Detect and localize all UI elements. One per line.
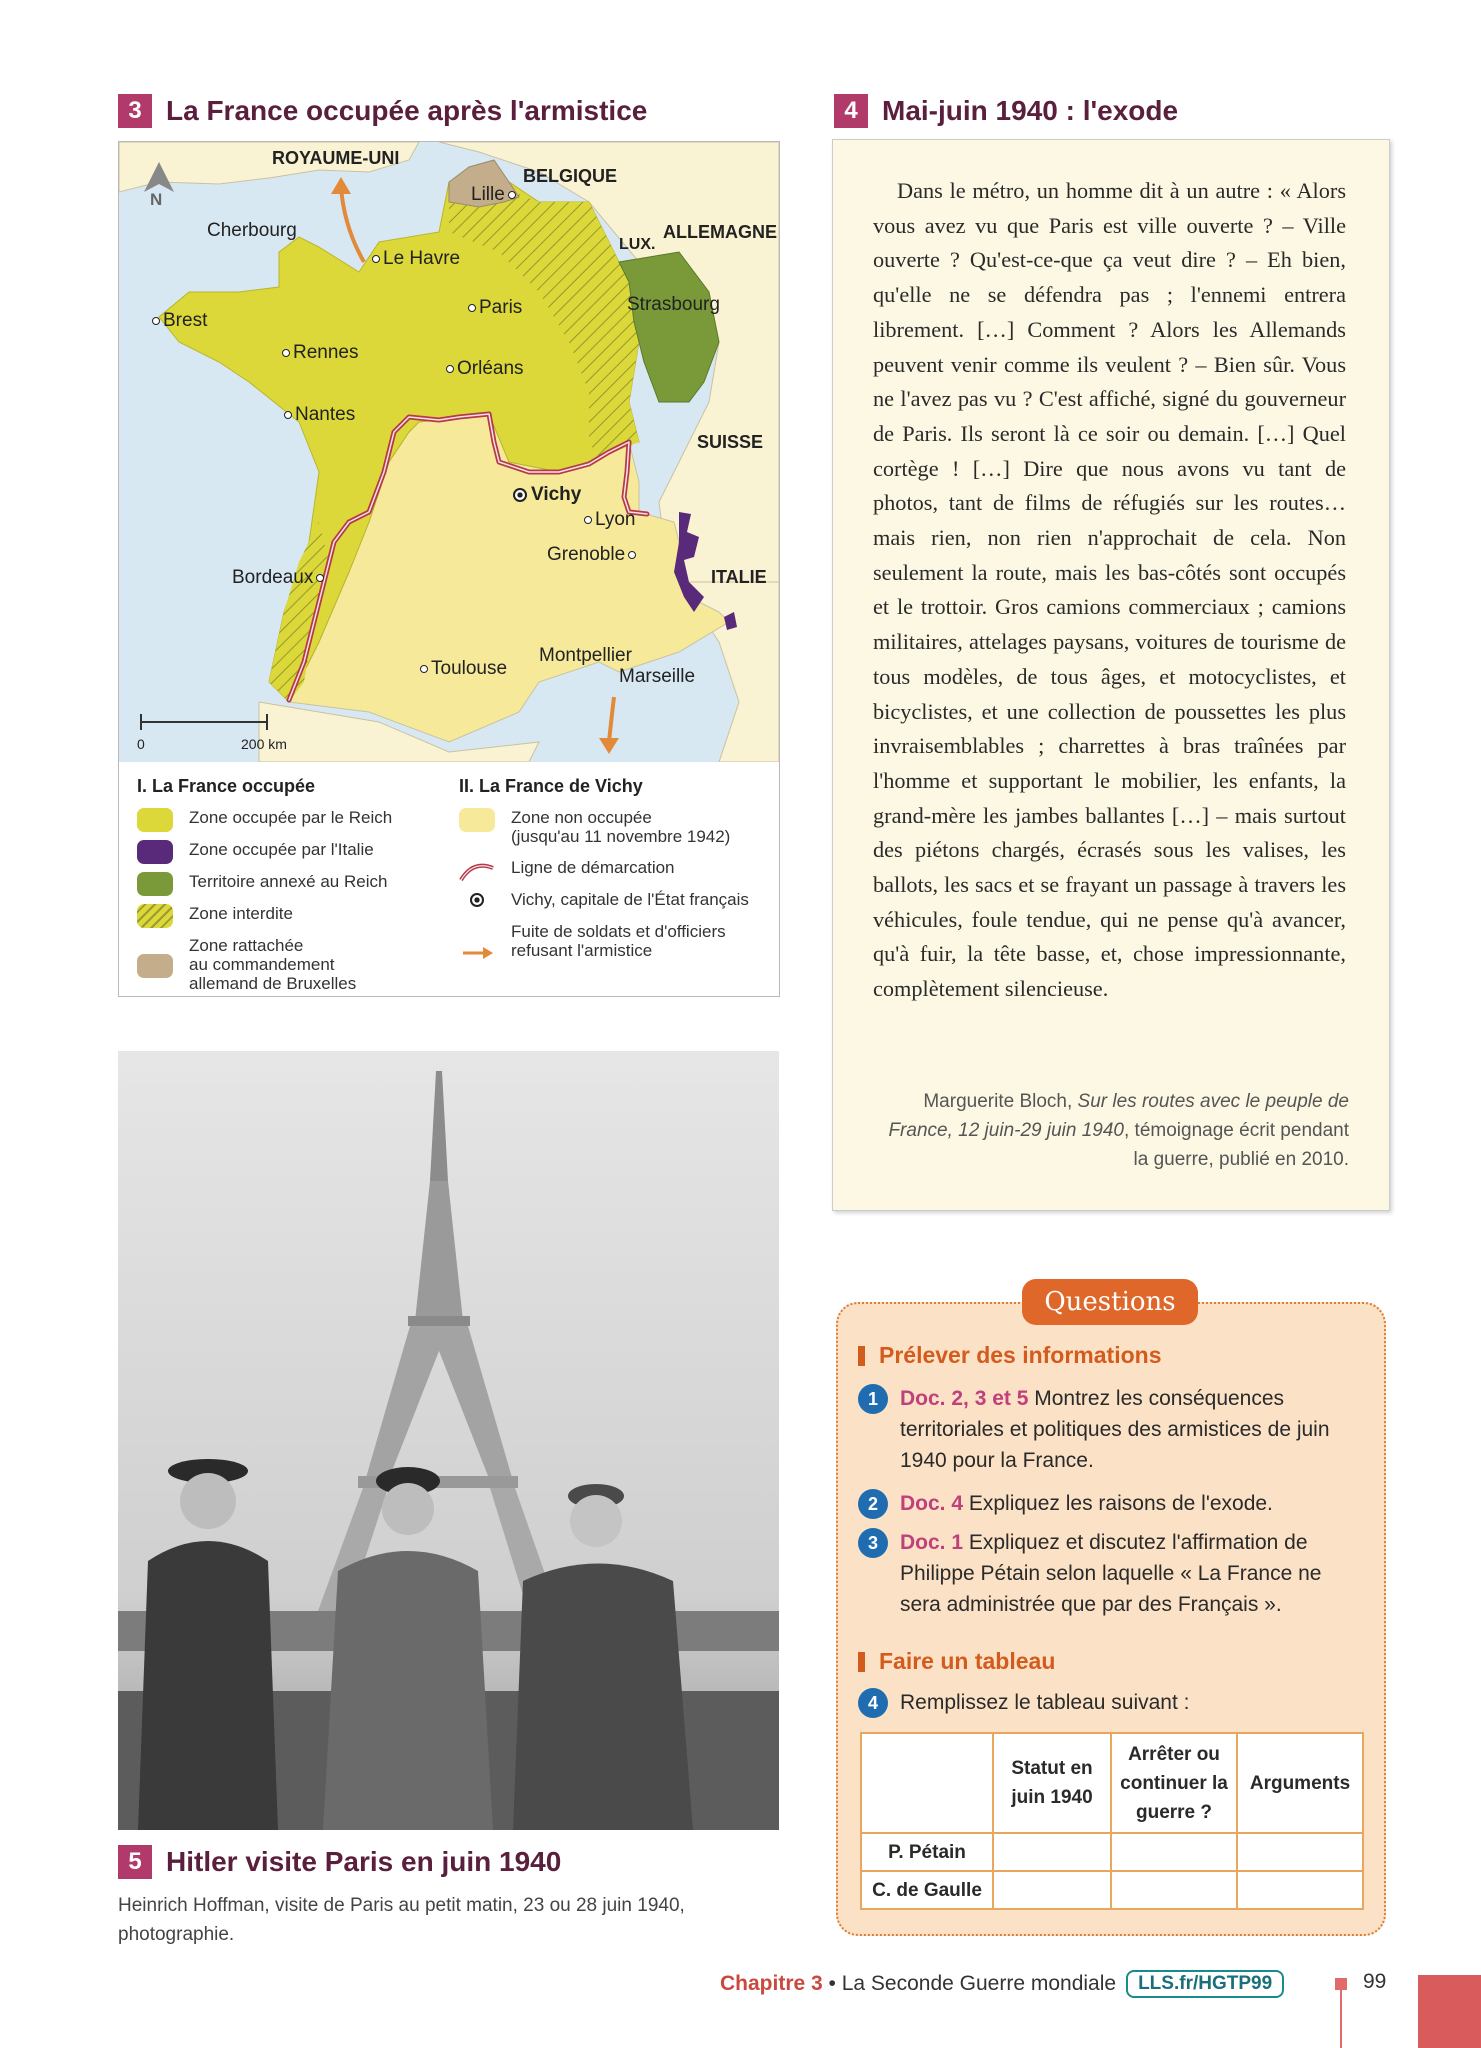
question-number: 4: [858, 1688, 888, 1718]
legend-item-reich: Zone occupée par le Reich: [137, 808, 392, 832]
footer-marker: [1335, 1978, 1347, 1990]
swatch-bruxelles: [137, 954, 173, 978]
footer-title: La Seconde Guerre mondiale: [841, 1972, 1117, 1995]
doc4-header: [834, 94, 1178, 128]
cell-arguments-de-gaulle[interactable]: [1237, 1871, 1363, 1909]
footer-line: [1340, 1990, 1342, 2048]
cell-war-petain[interactable]: [1111, 1833, 1237, 1871]
photo-illustration: [118, 1051, 779, 1830]
doc5-title: Hitler visite Paris en juin 1940: [166, 1846, 562, 1877]
cell-status-petain[interactable]: [993, 1833, 1111, 1871]
question-1: 1 Doc. 2, 3 et 5 Montrez les conséquences territoriales et politiques des armistices de juin 1940 pour la France.: [858, 1383, 1358, 1476]
capital-symbol-icon: [459, 890, 495, 910]
footer-link[interactable]: LLS.fr/HGTP99: [1126, 1970, 1284, 1998]
city-orleans: Orléans: [443, 358, 524, 380]
doc3-number: 3: [118, 94, 152, 128]
doc5-header: [118, 1845, 561, 1879]
city-le-havre: Le Havre: [369, 248, 460, 270]
table-header-row: [861, 1733, 1363, 1833]
question-4: 4 Remplissez le tableau suivant :: [858, 1687, 1358, 1718]
legend-item-vichy-capital: Vichy, capitale de l'État français: [459, 890, 749, 910]
table-header-empty: [861, 1733, 993, 1833]
doc5-number: 5: [118, 1845, 152, 1879]
legend-item-forbidden: Zone interdite: [137, 904, 293, 928]
label-uk: ROYAUME-UNI: [272, 148, 400, 168]
legend-item-demarcation: Ligne de démarcation: [459, 858, 675, 882]
question-number: 2: [858, 1489, 888, 1519]
label-germany: ALLEMAGNE: [663, 222, 777, 242]
swatch-vichy-zone: [459, 808, 495, 832]
city-rennes: Rennes: [279, 342, 359, 364]
flight-arrow-icon: [459, 922, 495, 946]
question-number: 1: [858, 1384, 888, 1414]
label-lux: LUX.: [619, 236, 656, 253]
map-area: [119, 142, 779, 762]
corner-tab: [1418, 1975, 1481, 2048]
doc4-number: 4: [834, 94, 868, 128]
demarcation-symbol-icon: [459, 858, 495, 882]
city-grenoble: Grenoble: [547, 544, 639, 566]
doc3-title: La France occupée après l'armistice: [166, 95, 648, 126]
cell-status-de-gaulle[interactable]: [993, 1871, 1111, 1909]
label-italy: ITALIE: [711, 567, 767, 587]
row-label-de-gaulle: C. de Gaulle: [861, 1871, 993, 1909]
doc4-title: Mai-juin 1940 : l'exode: [882, 95, 1179, 126]
questions-title: Questions: [1022, 1279, 1198, 1325]
page-number: 99: [1363, 1970, 1387, 1993]
label-belgium: BELGIQUE: [523, 166, 618, 186]
footer-chapter: Chapitre 3: [720, 1972, 823, 1995]
city-marseille: Marseille: [619, 666, 696, 687]
city-bordeaux: Bordeaux: [232, 567, 327, 589]
footer-separator: •: [822, 1972, 842, 1995]
map-legend: [119, 762, 779, 996]
cell-war-de-gaulle[interactable]: [1111, 1871, 1237, 1909]
scale-zero: 0: [137, 736, 145, 752]
page-footer: [720, 1968, 1284, 2000]
question-number: 3: [858, 1528, 888, 1558]
swatch-reich: [137, 808, 173, 832]
occupied-france-map: [118, 141, 780, 997]
city-brest: Brest: [149, 310, 207, 332]
city-lille: Lille: [471, 184, 519, 206]
legend-title-vichy: II. La France de Vichy: [459, 776, 643, 796]
city-toulouse: Toulouse: [417, 658, 507, 680]
city-nantes: Nantes: [281, 404, 355, 426]
north-label: N: [150, 190, 163, 209]
question-2: 2 Doc. 4 Expliquez les raisons de l'exode.: [858, 1488, 1358, 1519]
testimony-text: Dans le métro, un homme dit à un autre : « Alors vous avez vu que Paris est ville ouverte ? – Ville ouverte ? Qu'est-ce-que ça veut dire ? – Eh bien, qu'elle ne se défendra pas ; l'ennemi entrera librement. […] Comment ? Alors les Allemands peuvent venir comme ils veulent ? – Bien sûr. Vous ne l'avez pas vu ? C'est affiché, signé du gouverneur de Paris. Ils seront là ce soir ou demain. […] Quel cortège ! […] Dire que nous avons vu tant de photos, tant de films de réfugiés sur les routes… mais rien, non rien n'approchait de cela. Non seulement la route, mais les bas-côtés sont occupés et le trottoir. Gros camions commerciaux ; camions militaires, attelages paysans, voitures de tourisme de tous modèles, de tous âges, et motocyclistes, et bicyclistes, et une collection de poussettes les plus invraisemblables ; charrettes à bras traînées par l'homme et supportant le mobilier, les enfants, la grand-mère les jambes ballantes […] – mais surtout des piétons chargés, écrasés sous les valises, les ballots, les sacs et se frayant un passage à travers les véhicules, foule tendue, qui ne pense qu'à avancer, qu'à fuir, la tête basse, et, chose impressionnante, complètement silencieuse.: [873, 178, 1346, 1002]
city-lyon: Lyon: [581, 509, 636, 531]
table-row: [861, 1871, 1363, 1909]
question-3: 3 Doc. 1 Expliquez et discutez l'affirmation de Philippe Pétain selon laquelle « La France ne sera administrée que par des Français ».: [858, 1527, 1358, 1620]
hitler-paris-photo: [118, 1051, 779, 1830]
table-header-arguments: Arguments: [1237, 1733, 1363, 1833]
table-row: [861, 1833, 1363, 1871]
swatch-italy: [137, 840, 173, 864]
city-strasbourg: Strasbourg: [627, 294, 720, 315]
doc3-header: [118, 94, 647, 128]
legend-item-bruxelles: Zone rattachée au commandement allemand de Bruxelles: [137, 936, 356, 993]
city-paris: Paris: [465, 297, 522, 319]
legend-title-occupied: I. La France occupée: [137, 776, 316, 796]
row-label-petain: P. Pétain: [861, 1833, 993, 1871]
section-make-table: Faire un tableau: [858, 1648, 1055, 1675]
swatch-annexed: [137, 872, 173, 896]
city-cherbourg: Cherbourg: [207, 220, 297, 241]
legend-item-annexed: Territoire annexé au Reich: [137, 872, 387, 896]
table-header-status: Statut en juin 1940: [993, 1733, 1111, 1833]
testimony-source: Marguerite Bloch, Sur les routes avec le peuple de France, 12 juin-29 juin 1940, témoignage écrit pendant la guerre, publié en 2010.: [888, 1091, 1349, 1170]
legend-item-italy: Zone occupée par l'Italie: [137, 840, 374, 864]
label-switzerland: SUISSE: [697, 432, 764, 452]
legend-item-flight: Fuite de soldats et d'officiers refusant l'armistice: [459, 922, 726, 960]
photo-caption: Heinrich Hoffman, visite de Paris au petit matin, 23 ou 28 juin 1940, photographie.: [118, 1895, 685, 1945]
legend-item-vichy-zone: Zone non occupée (jusqu'au 11 novembre 1942): [459, 808, 730, 846]
scale-end: 200 km: [241, 736, 287, 752]
exodus-testimony-box: [832, 139, 1390, 1211]
section-extract-info: Prélever des informations: [858, 1342, 1162, 1369]
table-header-war: Arrêter ou continuer la guerre ?: [1111, 1733, 1237, 1833]
city-montpellier: Montpellier: [539, 645, 632, 666]
answer-table: [860, 1732, 1364, 1910]
city-vichy: Vichy: [513, 484, 581, 506]
swatch-forbidden: [137, 904, 173, 928]
cell-arguments-petain[interactable]: [1237, 1833, 1363, 1871]
